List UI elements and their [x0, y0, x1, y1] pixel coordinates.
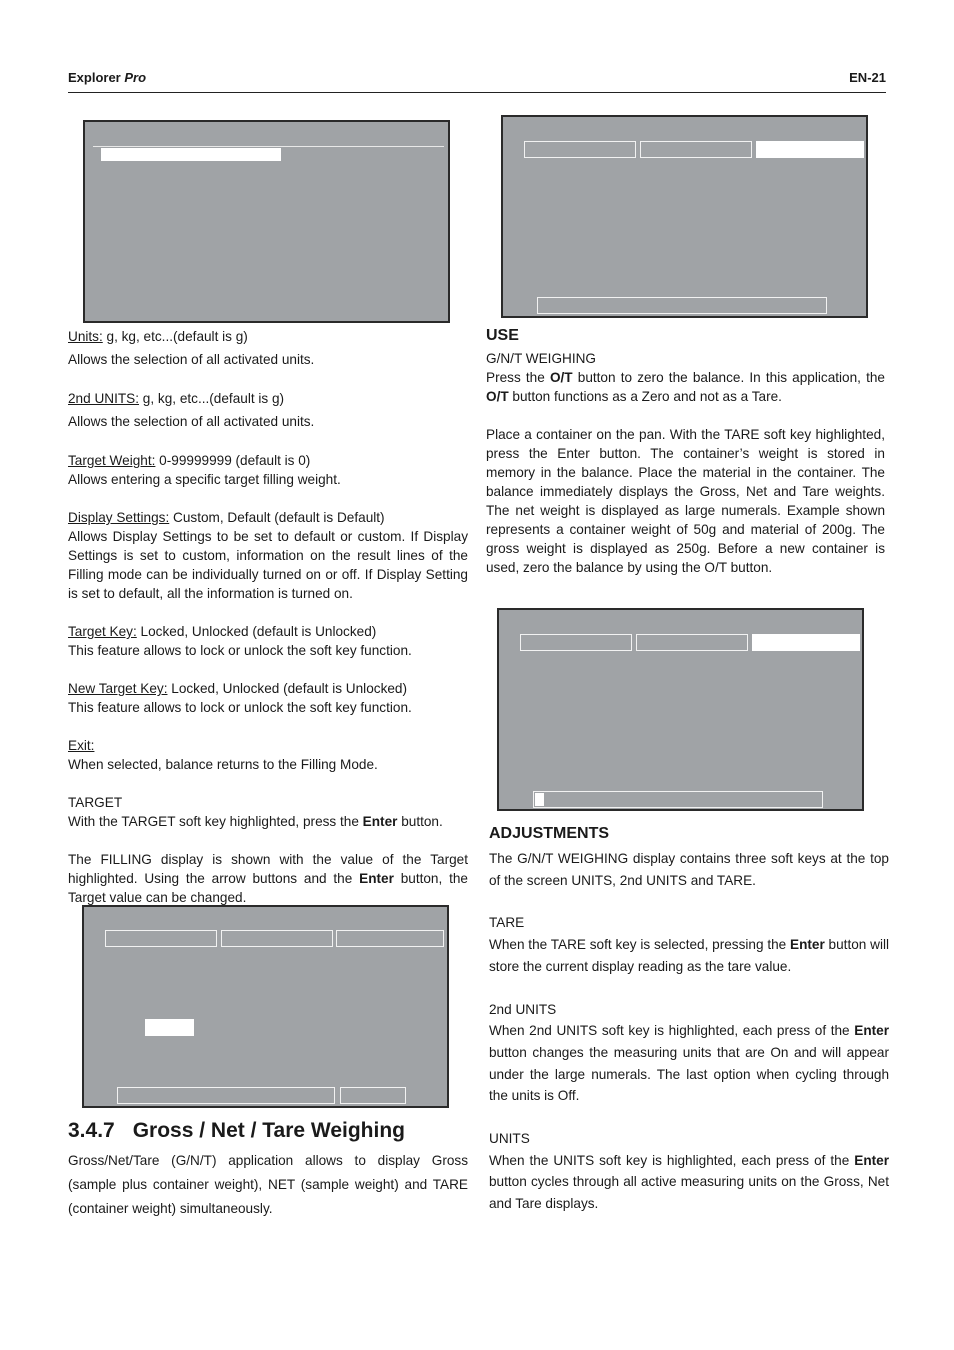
target-p1-text-end: button.: [397, 814, 443, 829]
status-bar-box: [117, 1087, 335, 1104]
section-heading: [68, 1119, 405, 1143]
ot-key-ref: O/T: [486, 389, 509, 404]
status-bar-box: [537, 297, 827, 314]
target-weight-desc: Allows entering a specific target filling weight.: [68, 472, 341, 487]
gnt-p1-text-end: button functions as a Zero and not as a Tare.: [508, 389, 782, 404]
softkey-box: [336, 930, 444, 947]
right-adjustments-text: [489, 848, 889, 1215]
gnt-heading: G/N/T WEIGHING: [486, 351, 597, 366]
target-key-label: Target Key:: [68, 624, 137, 639]
softkey-box: [640, 141, 752, 158]
section-desc: Gross/Net/Tare (G/N/T) application allows to display Gross (sample plus container weight), NET (sample weight) and TARE (container weight) simultaneously.: [68, 1153, 468, 1216]
target-key-value: Locked, Unlocked (default is Unlocked): [136, 624, 377, 639]
page-number: EN-21: [849, 70, 886, 85]
enter-key-ref: Enter: [362, 814, 398, 829]
display-settings-value: Custom, Default (default is Default): [169, 510, 385, 525]
status-bar-box: [340, 1087, 406, 1104]
header-title-italic: Pro: [124, 70, 147, 85]
enter-key-ref: Enter: [359, 871, 394, 886]
enter-key-ref: Enter: [854, 1152, 889, 1168]
softkey-highlighted: [756, 141, 864, 158]
softkey-box: [636, 634, 748, 651]
header-title: Explorer: [68, 70, 121, 85]
header-rule: [68, 92, 886, 93]
gnt-p1-text-mid: button to zero the balance. In this application, the: [572, 370, 885, 385]
running-header: [68, 70, 146, 85]
target-heading: TARGET: [68, 795, 123, 810]
adjustments-heading: ADJUSTMENTS: [489, 825, 610, 842]
tare-text: When the TARE soft key is selected, pressing the: [489, 937, 791, 953]
units-value: g, kg, etc...(default is g): [102, 329, 248, 344]
display-settings-label: Display Settings:: [68, 510, 170, 525]
units2-label: 2nd UNITS:: [68, 391, 140, 406]
status-bar-box: [533, 791, 823, 808]
target-p2-text-end: button, the Target value can be changed.: [68, 871, 468, 905]
units-desc: Allows the selection of all activated units.: [68, 352, 315, 367]
softkey-highlighted: [752, 634, 860, 651]
screen-image-gnt-result: [497, 608, 864, 811]
section-number: 3.4.7: [68, 1119, 115, 1142]
units2-text-end: button changes the measuring units that are On and will appear under the large numerals. The last option when cycling through the units is Off.: [489, 1044, 889, 1104]
units2-desc: Allows the selection of all activated units.: [68, 414, 315, 429]
new-target-key-value: Locked, Unlocked (default is Unlocked): [167, 681, 408, 696]
units-label: Units:: [68, 329, 103, 344]
status-bar-fill: [535, 793, 544, 806]
left-column-text: [68, 326, 468, 907]
units2-value: g, kg, etc...(default is g): [139, 391, 285, 406]
section-title: Gross / Net / Tare Weighing: [132, 1119, 405, 1142]
softkey-box: [221, 930, 333, 947]
exit-desc: When selected, balance returns to the Filling Mode.: [68, 757, 378, 772]
target-value-highlight: [145, 1019, 194, 1036]
target-weight-value: 0-99999999 (default is 0): [155, 453, 311, 468]
display-settings-desc: Allows Display Settings to be set to default or custom. If Display Settings is set to custom, information on the result lines of the Filling mode can be individually turned on or off. If Display Setting is set to default, all the information is turned on.: [68, 529, 468, 601]
use-heading: USE: [486, 327, 519, 344]
highlighted-menu-bar: [101, 148, 281, 161]
gnt-p1-text: Press the: [486, 370, 550, 385]
target-weight-label: Target Weight:: [68, 453, 156, 468]
tare-heading: TARE: [489, 915, 525, 931]
enter-key-ref: Enter: [790, 937, 825, 953]
target-key-desc: This feature allows to lock or unlock the soft key function.: [68, 643, 412, 658]
screen-image-gnt: [501, 115, 868, 318]
screen-image-filling: [82, 905, 449, 1108]
units-heading: UNITS: [489, 1131, 530, 1147]
target-p1-text: With the TARGET soft key highlighted, press the: [68, 814, 363, 829]
units2-text: When 2nd UNITS soft key is highlighted, each press of the: [489, 1023, 855, 1039]
new-target-key-desc: This feature allows to lock or unlock the soft key function.: [68, 700, 412, 715]
units-text: When the UNITS soft key is highlighted, each press of the: [489, 1152, 855, 1168]
units-text-end: button cycles through all active measuring units on the Gross, Net and Tare displays.: [489, 1174, 889, 1212]
softkey-box: [105, 930, 217, 947]
exit-label: Exit:: [68, 738, 95, 753]
tare-text-end: button will store the current display reading as the tare value.: [489, 937, 889, 974]
right-use-text: [486, 349, 885, 577]
gnt-p2: Place a container on the pan. With the TARE soft key highlighted, press the Enter button. The container’s weight is stored in memory in the balance. Place the material in the container. The balance immediately displays the Gross, Net and Tare weights. The net weight is displayed as large numerals. Example shown represents a container weight of 50g and material of 200g. The gross weight is displayed as 250g. Before a new container is used, zero the balance by using the O/T button.: [486, 427, 885, 575]
screen-image-menu: [83, 120, 450, 323]
enter-key-ref: Enter: [854, 1023, 889, 1039]
adjustments-desc: The G/N/T WEIGHING display contains three soft keys at the top of the screen UNITS, 2nd UNITS and TARE.: [489, 851, 889, 888]
new-target-key-label: New Target Key:: [68, 681, 168, 696]
units2-heading: 2nd UNITS: [489, 1001, 557, 1017]
softkey-box: [520, 634, 632, 651]
target-p2-text: The FILLING display is shown with the value of the Target highlighted. Using the arrow buttons and the: [68, 852, 468, 886]
ot-key-ref: O/T: [549, 370, 573, 385]
softkey-box: [524, 141, 636, 158]
screen-divider: [93, 146, 444, 147]
